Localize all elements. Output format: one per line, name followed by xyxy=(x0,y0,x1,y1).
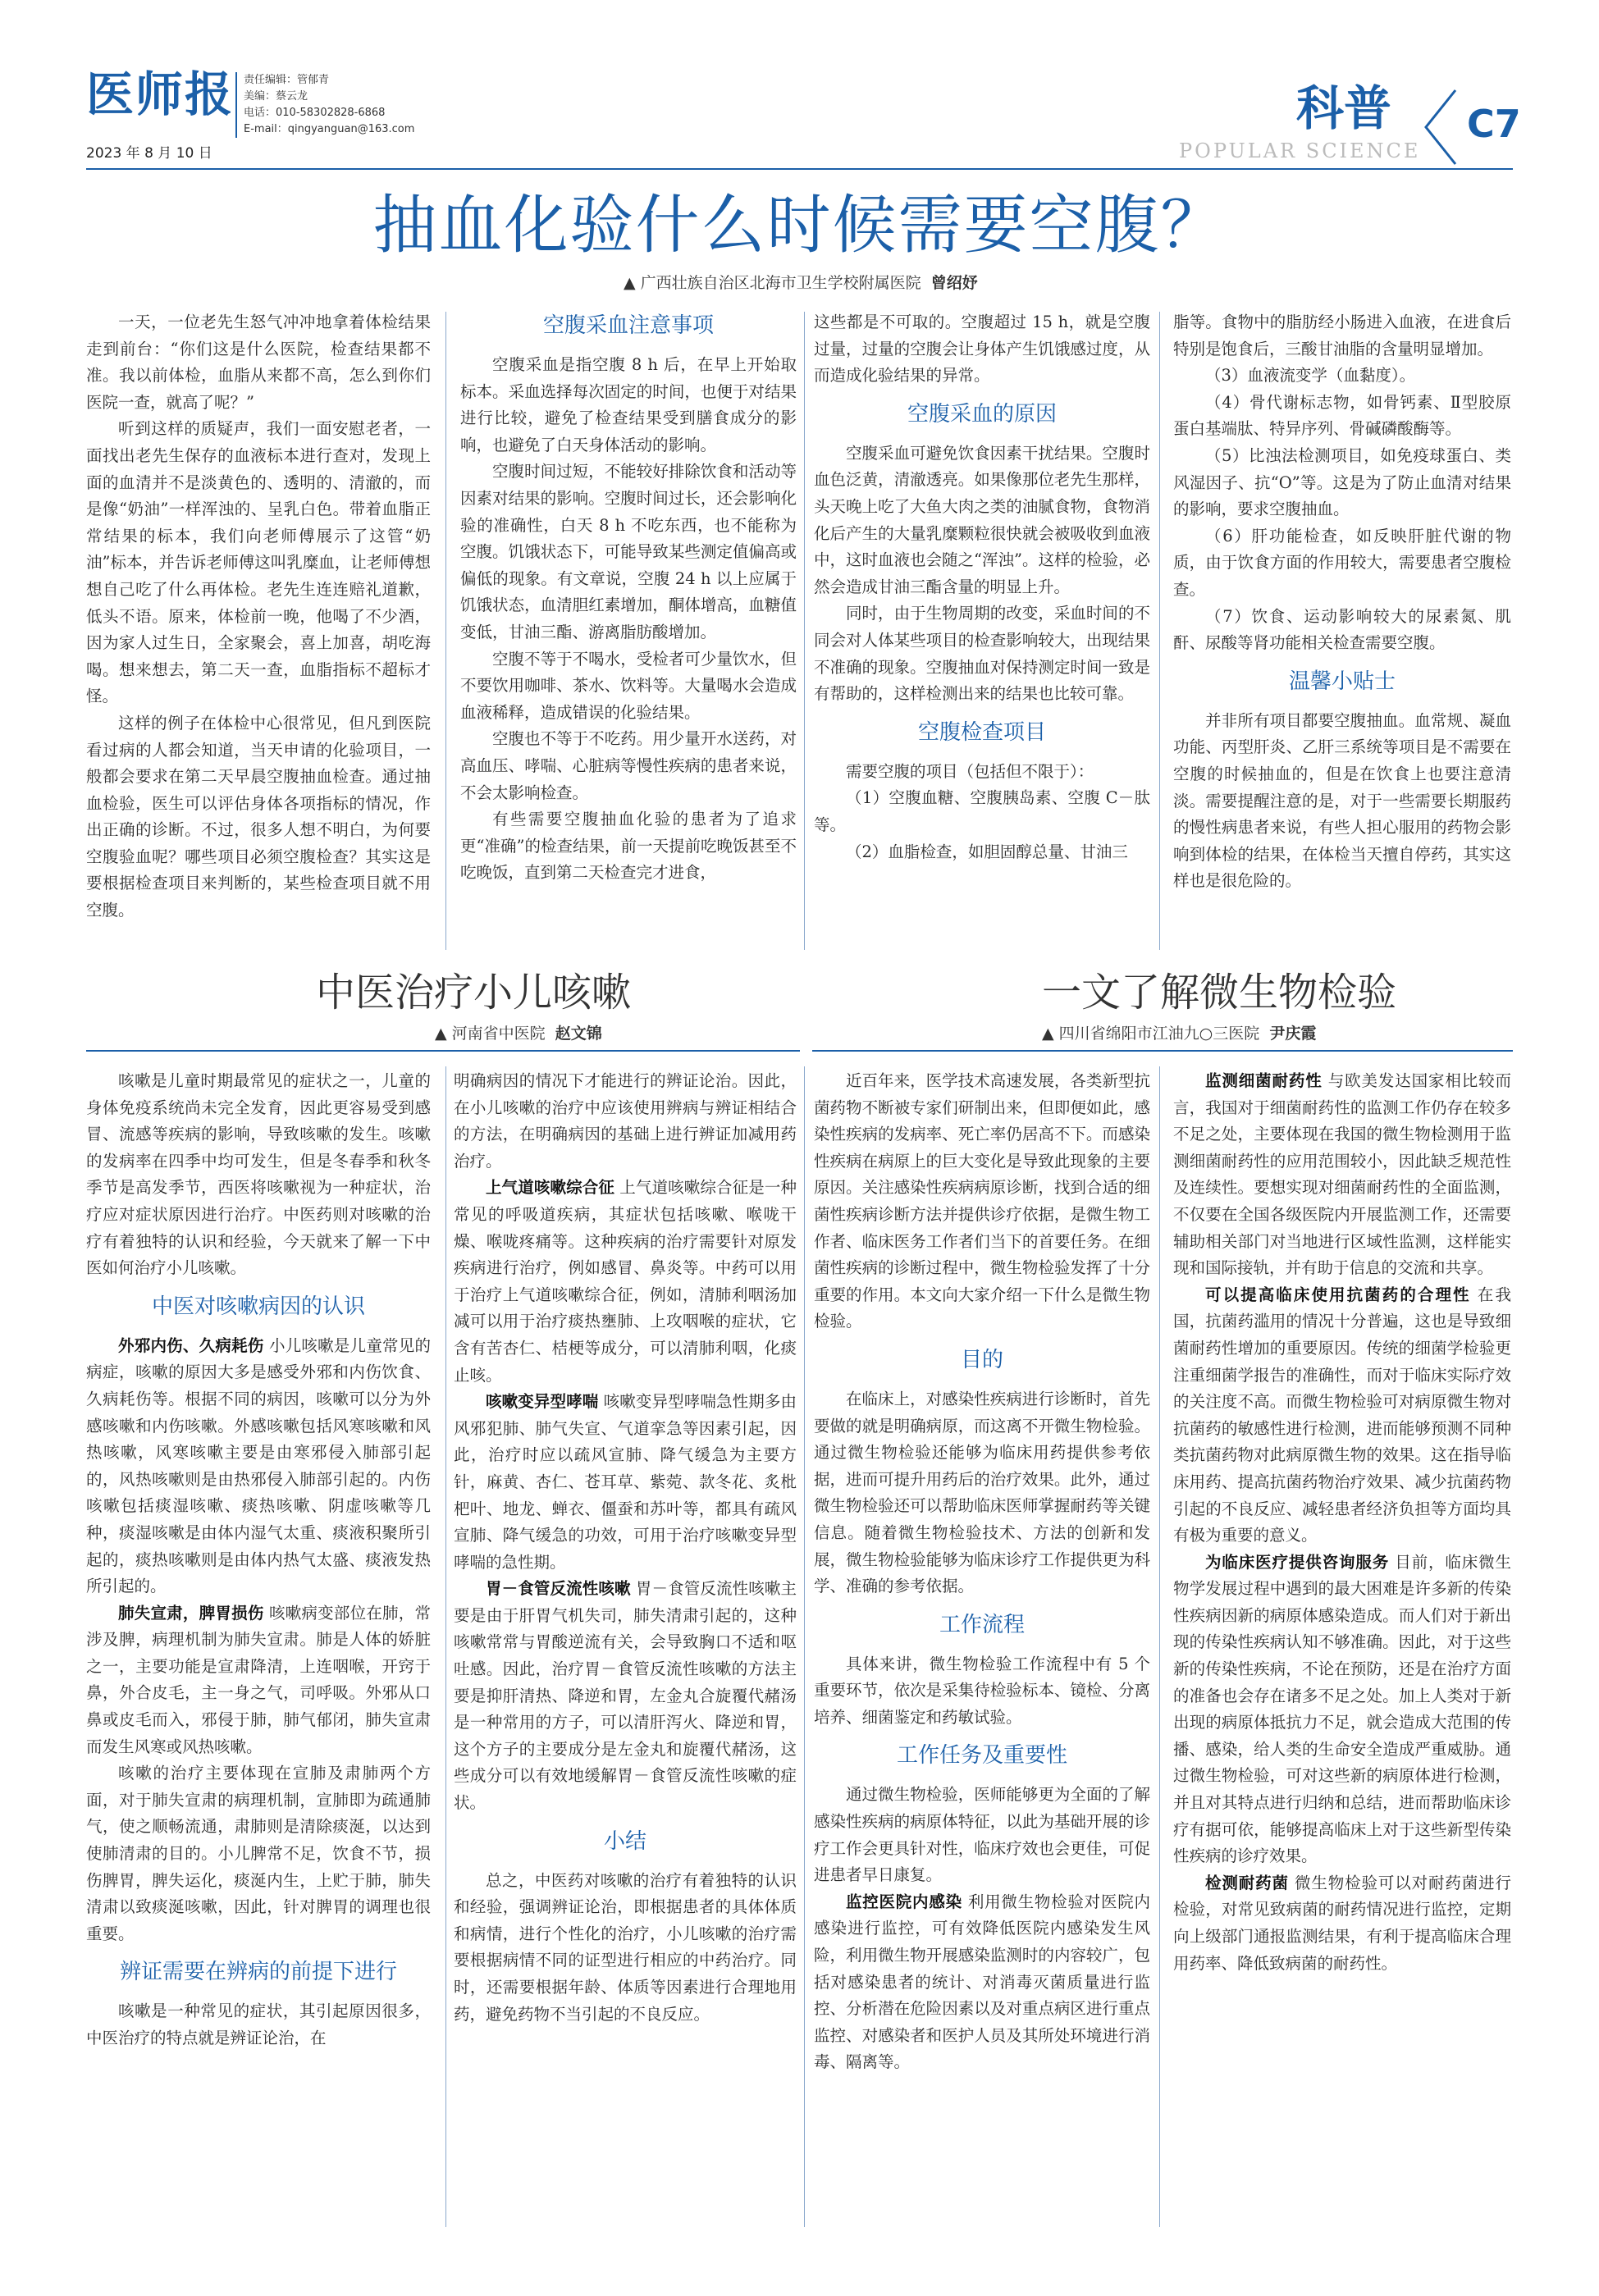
paragraph-text: 在我国，抗菌药滥用的情况十分普遍，这也是导致细菌耐药性增加的重要原因。传统的细菌学检验更注重细菌学报告的准确性，而对于临床实际疗效的关注度不高。而微生物检验可对病原微生物对抗菌药的敏感性进行检测，进而能够预测不同种类抗菌药物对此病原微生物的效果。这在指导临床用药、提高抗菌药物治疗效果、减少抗菌药物引起的不良反应、减轻患者经济负担等方面均具有极为重要的意义。 xyxy=(1173,1285,1511,1545)
paragraph xyxy=(86,1600,431,1761)
masthead-rule xyxy=(86,168,1513,170)
section-heading: 空腹采血的原因 xyxy=(907,401,1057,427)
paragraph-text: 利用微生物检验对医院内感染进行监控，可有效降低医院内感染发生风险，利用微生物开展感染监测时的内容较广，包括对感染患者的统计、对消毒灭菌质量进行监控、分析潜在危险因素以及对重点病区进行重点监控、对感染者和医护人员及其所处环境进行消毒、隔离等。 xyxy=(814,1892,1150,2072)
paragraph: 咳嗽是儿童时期最常见的症状之一，儿童的身体免疫系统尚未完全发育，因此更容易受到感冒、流感等疾病的影响，导致咳嗽的发生。咳嗽的发病率在四季中均可发生，但是冬春季和秋冬季节是高发季节，西医将咳嗽视为一种症状，治疗应对症状原因进行治疗。中医药则对咳嗽的治疗有着独特的认识和经验，今天就来了解一下中医如何治疗小儿咳嗽。 xyxy=(86,1071,431,1278)
paragraph: 空腹不等于不喝水，受检者可少量饮水，但不要饮用咖啡、茶水、饮料等。大量喝水会造成血液稀释，造成错误的化验结果。 xyxy=(460,649,797,722)
paragraph xyxy=(1173,1068,1511,1282)
paragraph-text: 胃－食管反流性咳嗽主要是由于肝胃气机失司，肺失清肃引起的，这种咳嗽常常与胃酸逆流有关，会导致胸口不适和呕吐感。因此，治疗胃－食管反流性咳嗽的方法主要是抑肝清热、降逆和胃，左金丸合旋覆代赭汤是一种常用的方子，可以清肝泻火、降逆和胃，这个方子的主要成分是左金丸和旋覆代赭汤，这些成分可以有效地缓解胃－食管反流性咳嗽的症状。 xyxy=(454,1579,797,1813)
paragraph-lead: 咳嗽变异型哮喘 xyxy=(486,1392,599,1412)
paragraph xyxy=(454,1175,797,1389)
paragraph: 并非所有项目都要空腹抽血。血常规、凝血功能、丙型肝炎、乙肝三系统等项目是不需要在空腹的时候抽血的，但是在饮食上也要注意清淡。需要提醒注意的是，对于一些需要长期服药的慢性病患者来说，有些人担心服用的药物会影响到体检的结果，在体检当天擅自停药，其实这样也是很危险的。 xyxy=(1173,710,1511,891)
article3-column-1 xyxy=(814,1068,1150,2076)
paragraph xyxy=(1173,1550,1511,1870)
paragraph-lead: 可以提高临床使用抗菌药的合理性 xyxy=(1205,1285,1471,1304)
paragraph-text: 咳嗽变异型哮喘急性期多由风邪犯肺、肺气失宣、气道挛急等因素引起，因此，治疗时应以疏风宣肺、降气缓急为主要方针，麻黄、杏仁、苍耳草、紫菀、款冬花、炙枇杷叶、地龙、蝉衣、僵蚕和苏叶等，都具有疏风宣肺、降气缓急的功效，可用于治疗咳嗽变异型哮喘的急性期。 xyxy=(454,1392,797,1572)
paragraph-text: 微生物检验可以对耐药菌进行检验，对常见致病菌的耐药情况进行监控，定期向上级部门通报监测结果，有利于提高临床合理用药率、降低致病菌的耐药性。 xyxy=(1173,1873,1511,1973)
paragraph: 空腹采血是指空腹 8 h 后，在早上开始取标本。采血选择每次固定的时间，也便于对结果进行比较，避免了检查结果受到膳食成分的影响，也避免了白天身体活动的影响。 xyxy=(460,355,797,454)
section-heading: 工作流程 xyxy=(939,1612,1025,1637)
paragraph xyxy=(86,1333,431,1600)
paragraph xyxy=(454,1576,797,1816)
article3-title: 一文了解微生物检验 xyxy=(1042,970,1397,1016)
staff-info xyxy=(235,72,473,138)
chevron-left-icon xyxy=(1414,82,1464,172)
section-heading: 小结 xyxy=(603,1828,646,1854)
paragraph xyxy=(454,1389,797,1576)
article2-title: 中医治疗小儿咳嗽 xyxy=(316,970,632,1016)
paragraph-text: 小儿咳嗽是儿童常见的病症，咳嗽的原因大多是感受外邪和内伤饮食、久病耗伤等。根据不同的病因，咳嗽可以分为外感咳嗽和内伤咳嗽。外感咳嗽包括风寒咳嗽和风热咳嗽，风寒咳嗽主要是由寒邪侵入肺部引起的，风热咳嗽则是由热邪侵入肺部引起的。内伤咳嗽包括痰湿咳嗽、痰热咳嗽、阴虚咳嗽等几种，痰湿咳嗽是由体内湿气太重、痰液积聚所引起的，痰热咳嗽则是由体内热气太盛、痰液发热所引起的。 xyxy=(86,1335,431,1596)
article2-column-2 xyxy=(454,1068,797,2028)
paragraph: 这些都是不可取的。空腹超过 15 h，就是空腹过量，过量的空腹会让身体产生饥饿感过度，从而造成化验结果的异常。 xyxy=(814,313,1150,386)
article2-affiliation: ▲ 河南省中医院 xyxy=(435,1025,546,1043)
staff-editor: 责任编辑：管郁青 xyxy=(244,74,330,86)
article3-affiliation: ▲ 四川省绵阳市江油九○三医院 xyxy=(1042,1025,1260,1043)
paragraph-text: 与欧美发达国家相比较而言，我国对于细菌耐药性的监测工作仍存在较多不足之处，主要体现在我国的微生物检测用于监测细菌耐药性的应用范围较小，因此缺乏规范性及连续性。要想实现对细菌耐药性的全面监测，不仅要在全国各级医院内开展监测工作，还需要辅助相关部门对当地进行区域性监测，这样能实现和国际接轨，并有助于信息的交流和共享。 xyxy=(1173,1071,1511,1278)
paragraph: 这样的例子在体检中心很常见，但凡到医院看过病的人都会知道，当天申请的化验项目，一般都会要求在第二天早晨空腹抽血检查。通过抽血检验，医生可以评估身体各项指标的情况，作出正确的诊断。不过，很多人想不明白，为何要空腹验血呢？哪些项目必须空腹检查？其实这是要根据检查项目来判断的，某些检查项目就不用空腹。 xyxy=(86,713,431,920)
column-divider xyxy=(804,1066,805,2227)
paragraph: 明确病因的情况下才能进行的辨证论治。因此，在小儿咳嗽的治疗中应该使用辨病与辨证相结合的方法，在明确病因的基础上进行辨证加减用药治疗。 xyxy=(454,1071,797,1171)
column-divider xyxy=(445,1066,446,2227)
article1-column-3 xyxy=(814,309,1150,865)
column-divider xyxy=(1159,1066,1160,2227)
paragraph: 咳嗽是一种常见的症状，其引起原因很多，中医治疗的特点就是辨证论治，在 xyxy=(86,2002,431,2047)
paragraph: 通过微生物检验，医师能够更为全面的了解感染性疾病的病原体特征，以此为基础开展的诊疗工作会更具针对性，临床疗效也会更佳，可促进患者早日康复。 xyxy=(814,1785,1150,1885)
article2-rule xyxy=(86,1050,800,1052)
issue-date: 2023 年 8 月 10 日 xyxy=(86,145,212,162)
paragraph: 近百年来，医学技术高速发展，各类新型抗菌药物不断被专家们研制出来，但即便如此，感染性疾病的发病率、死亡率仍居高不下。而感染性疾病在病原上的巨大变化是导致此现象的主要原因。关注感染性疾病病原诊断，找到合适的细菌性疾病诊断方法并提供诊疗依据，是微生物工作者、临床医务工作者们当下的首要任务。在细菌性疾病的诊断过程中，微生物检验发挥了十分重要的作用。本文向大家介绍一下什么是微生物检验。 xyxy=(814,1071,1150,1331)
paragraph-lead: 检测耐药菌 xyxy=(1205,1873,1289,1892)
paragraph: 同时，由于生物周期的改变，采血时间的不同会对人体某些项目的检查影响较大，出现结果不准确的现象。空腹抽血对保持测定时间一致是有帮助的，这样检测出来的结果也比较可靠。 xyxy=(814,604,1150,704)
paragraph-text: 上气道咳嗽综合征是一种常见的呼吸道疾病，其症状包括咳嗽、喉咙干燥、喉咙疼痛等。这种疾病的治疗需要针对原发疾病进行治疗，例如感冒、鼻炎等。中药可以用于治疗上气道咳嗽综合征，例如，清肺利咽汤加减可以用于治疗痰热壅肺、上攻咽喉的症状，它含有苦杏仁、桔梗等成分，可以清肺利咽，化痰止咳。 xyxy=(454,1178,797,1385)
paragraph: 听到这样的质疑声，我们一面安慰老者，一面找出老先生保存的血液标本进行查对，发现上面的血清并不是淡黄色的、透明的、清澈的，而是像“奶油”一样浑浊的、呈乳白色。带着血脂正常结果的标本，我们向老师傅展示了这管“奶油”标本，并告诉老师傅这叫乳糜血，让老师傅想想自己吃了什么再体检。老先生连连赔礼道歉，低头不语。原来，体检前一晚，他喝了不少酒，因为家人过生日，全家聚会，喜上加喜，胡吃海喝。想来想去，第二天一查，血脂指标不超标才怪。 xyxy=(86,419,431,706)
article1-byline xyxy=(624,271,978,293)
paragraph: （6）肝功能检查，如反映肝脏代谢的物质，由于饮食方面的作用较大，需要患者空腹检查。 xyxy=(1173,526,1511,599)
section-heading: 空腹采血注意事项 xyxy=(542,313,714,338)
staff-designer: 美编：蔡云龙 xyxy=(244,90,308,103)
article3-author: 尹庆霞 xyxy=(1269,1025,1317,1043)
section-heading: 中医对咳嗽病因的认识 xyxy=(151,1294,365,1319)
paragraph-lead: 胃－食管反流性咳嗽 xyxy=(486,1579,631,1599)
paragraph xyxy=(1173,1870,1511,1977)
paragraph: 在临床上，对感染性疾病进行诊断时，首先要做的就是明确病原，而这离不开微生物检验。通过微生物检验还能够为临床用药提供参考依据，进而可提升用药后的治疗效果。此外，通过微生物检验还可以帮助临床医师掌握耐药等关键信息。随着微生物检验技术、方法的创新和发展，微生物检验能够为临床诊疗工作提供更为科学、准确的参考依据。 xyxy=(814,1389,1150,1596)
paragraph: 空腹采血可避免饮食因素干扰结果。空腹时血色泛黄，清澈透亮。如果像那位老先生那样，头天晚上吃了大鱼大肉之类的油腻食物，食物消化后产生的大量乳糜颗粒很快就会被吸收到血液中，这时血液也会随之“浑浊”。这样的检验，必然会造成甘油三酯含量的明显上升。 xyxy=(814,443,1150,596)
paragraph: 需要空腹的项目（包括但不限于）： xyxy=(846,761,1094,781)
article1-author: 曾绍妤 xyxy=(930,274,978,292)
section-heading: 温馨小贴士 xyxy=(1288,669,1396,694)
article2-byline xyxy=(435,1021,602,1043)
column-divider xyxy=(1159,312,1160,950)
section-name: 科普 xyxy=(1296,80,1392,136)
paragraph: （3）血液流变学（血黏度）。 xyxy=(1205,366,1416,386)
newspaper-logo: 医师报 xyxy=(86,66,235,122)
article1-column-2 xyxy=(460,309,797,887)
paragraph: 有些需要空腹抽血化验的患者为了追求更“准确”的检查结果，前一天提前吃晚饭甚至不吃晚饭，直到第二天检查完才进食， xyxy=(460,810,797,883)
paragraph: （1）空腹血糖、空腹胰岛素、空腹 C－肽等。 xyxy=(814,788,1150,834)
paragraph-lead: 肺失宣肃，脾胃损伤 xyxy=(118,1603,264,1623)
article2-author: 赵文锦 xyxy=(555,1025,602,1043)
paragraph-text: 咳嗽病变部位在肺，常涉及脾，病理机制为肺失宣肃。肺是人体的娇脏之一，主要功能是宣肃降清，上连咽喉，开窍于鼻，外合皮毛，主一身之气，司呼吸。外邪从口鼻或皮毛而入，邪侵于肺，肺气郁闭，肺失宣肃而发生风寒或风热咳嗽。 xyxy=(86,1603,431,1756)
paragraph xyxy=(814,1889,1150,2076)
page-number: C7 xyxy=(1467,102,1521,146)
section-heading: 工作任务及重要性 xyxy=(896,1743,1067,1769)
paragraph-lead: 为临床医疗提供咨询服务 xyxy=(1205,1552,1390,1572)
paragraph: 总之，中医药对咳嗽的治疗有着独特的认识和经验，强调辨证论治，即根据患者的具体体质和病情，进行个性化的治疗，小儿咳嗽的治疗需要根据病情不同的证型进行相应的中药治疗。同时，还需要根据年龄、体质等因素进行合理地用药，避免药物不当引起的不良反应。 xyxy=(454,1870,797,2024)
column-divider xyxy=(804,312,805,950)
paragraph: 咳嗽的治疗主要体现在宣肺及肃肺两个方面，对于肺失宣肃的病理机制，宣肺即为疏通肺气，使之顺畅流通，肃肺则是清除痰涎，以达到使肺清肃的目的。小儿脾常不足，饮食不节，损伤脾胃，脾失运化，痰涎内生，上贮于肺，肺失清肃以致痰涎咳嗽，因此，针对脾胃的调理也很重要。 xyxy=(86,1764,431,1943)
paragraph: （5）比浊法检测项目，如免疫球蛋白、类风湿因子、抗“O”等。这是为了防止血清对结果的影响，要求空腹抽血。 xyxy=(1173,445,1511,519)
article1-title: 抽血化验什么时候需要空腹？ xyxy=(372,189,1227,262)
paragraph: 一天，一位老先生怒气冲冲地拿着体检结果走到前台：“你们这是什么医院，检查结果都不准。我以前体检，血脂从来都不高，怎么到你们医院一查，就高了呢？” xyxy=(86,313,431,412)
section-name-en: POPULAR SCIENCE xyxy=(1179,139,1421,162)
section-heading: 辨证需要在辨病的前提下进行 xyxy=(119,1960,397,1985)
article3-column-2 xyxy=(1173,1068,1511,1977)
article2-column-1 xyxy=(86,1068,431,2052)
article1-column-1 xyxy=(86,309,431,924)
paragraph: （7）饮食、运动影响较大的尿素氮、肌酐、尿酸等肾功能相关检查需要空腹。 xyxy=(1173,606,1511,653)
article1-affiliation: ▲ 广西壮族自治区北海市卫生学校附属医院 xyxy=(624,274,921,292)
paragraph-text: 目前，临床微生物学发展过程中遇到的最大困难是许多新的传染性疾病因新的病原体感染造成。而人们对于新出现的传染性疾病认知不够准确。因此，对于这些新的传染性疾病，不论在预防，还是在治疗方面的准备也会存在诸多不足之处。加上人类对于新出现的病原体抵抗力不足，就会造成大范围的传播、感染，给人类的生命安全造成严重威胁。通过微生物检验，可对这些新的病原体进行检测，并且对其特点进行归纳和总结，进而帮助临床诊疗有据可依，能够提高临床上对于这些新型传染性疾病的诊疗效果。 xyxy=(1173,1552,1511,1866)
section-heading: 目的 xyxy=(960,1347,1003,1372)
paragraph: 空腹时间过短，不能较好排除饮食和活动等因素对结果的影响。空腹时间过长，还会影响化验的准确性，白天 8 h 不吃东西，也不能称为空腹。饥饿状态下，可能导致某些测定值偏高或偏低的现象。有文章说，空腹 24 h 以上应属于饥饿状态，血清胆红素增加，酮体增高，血糖值变低，甘油三酯、游离脂肪酸增加。 xyxy=(460,462,797,641)
paragraph-lead: 监测细菌耐药性 xyxy=(1205,1071,1323,1090)
paragraph-lead: 外邪内伤、久病耗伤 xyxy=(118,1335,264,1355)
paragraph-lead: 监控医院内感染 xyxy=(846,1892,962,1911)
paragraph-lead: 上气道咳嗽综合征 xyxy=(486,1178,614,1198)
paragraph: 具体来讲，微生物检验工作流程中有 5 个重要环节，依次是采集待检验标本、镜检、分离培养、细菌鉴定和药敏试验。 xyxy=(814,1654,1150,1727)
staff-phone: 电话：010-58302828-6868 xyxy=(244,107,386,119)
staff-email: E-mail：qingyanguan@163.com xyxy=(244,123,415,135)
column-divider xyxy=(445,312,446,950)
paragraph: （4）骨代谢标志物，如骨钙素、Ⅱ型胶原蛋白基端肽、特异序列、骨碱磷酸酶等。 xyxy=(1173,392,1511,439)
paragraph xyxy=(1173,1282,1511,1550)
section-heading: 空腹检查项目 xyxy=(917,719,1046,745)
paragraph: （2）血脂检查，如胆固醇总量、甘油三 xyxy=(846,842,1128,861)
paragraph: 空腹也不等于不吃药。用少量开水送药，对高血压、哮喘、心脏病等慢性疾病的患者来说，不会太影响检查。 xyxy=(460,729,797,802)
paragraph: 脂等。食物中的脂肪经小肠进入血液，在进食后特别是饱食后，三酸甘油脂的含量明显增加。 xyxy=(1173,313,1511,358)
article3-byline xyxy=(1042,1021,1316,1043)
article3-rule xyxy=(812,1050,1513,1052)
article1-column-4 xyxy=(1173,309,1511,895)
